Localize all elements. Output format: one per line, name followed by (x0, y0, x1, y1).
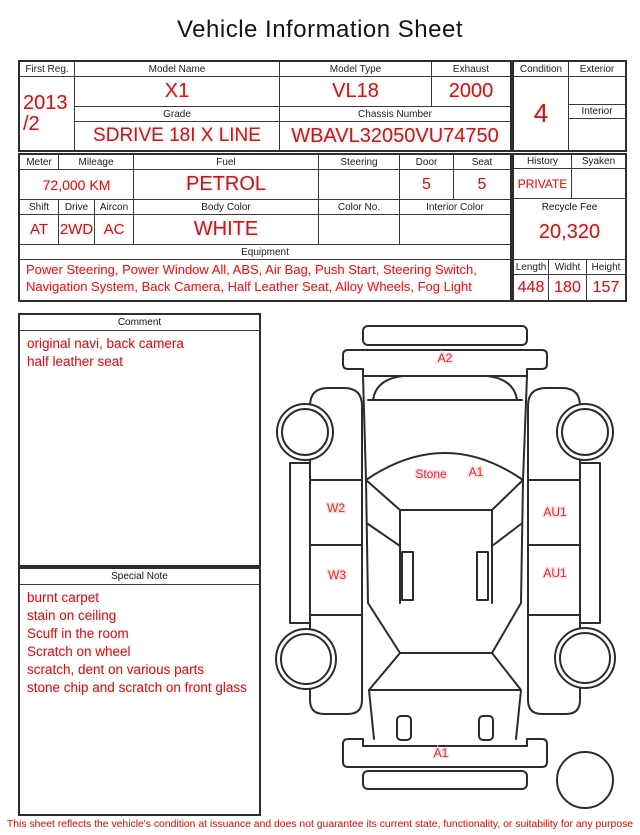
length-label: Length (514, 260, 549, 275)
first-reg-month: /2 (23, 112, 40, 135)
tail-light-left (397, 716, 411, 740)
front-right-wheel (557, 404, 613, 460)
drive-label: Drive (59, 200, 95, 215)
meter-label: Meter (20, 155, 59, 170)
seat-label: Seat (454, 155, 510, 170)
width-label: Widht (549, 260, 587, 275)
front-bumper-mark: A2 (437, 351, 453, 365)
recycle-fee-section (514, 199, 625, 260)
shift-value: AT (20, 215, 59, 245)
door-seam-left (368, 524, 400, 546)
model-type-value: VL18 (280, 77, 432, 107)
special-note-box (18, 567, 261, 816)
rear-deck-left (369, 690, 374, 739)
width-value: 180 (549, 275, 587, 300)
special-note-line: scratch, dent on various parts (27, 661, 205, 677)
height-label: Height (587, 260, 625, 275)
tail-light-right (479, 716, 493, 740)
steering-value (319, 170, 400, 200)
height-value: 157 (592, 278, 620, 296)
comment-line: original navi, back camera (27, 336, 184, 351)
model-name-label: Model Name (75, 62, 280, 77)
rear-left-wheel (276, 629, 336, 689)
condition-value: 4 (514, 77, 569, 150)
front-left-wheel (277, 404, 333, 460)
spare-tire (557, 752, 613, 808)
color-no-value (319, 215, 400, 245)
right-rear-panel-mark: AU1 (543, 566, 567, 580)
mileage-label: Mileage (59, 155, 134, 170)
special-note-label: Special Note (20, 569, 259, 585)
body-edge-left (363, 376, 400, 653)
exterior-value (569, 77, 625, 105)
vehicle-main-table (18, 60, 512, 152)
recycle-fee-label: Recycle Fee (541, 201, 598, 213)
condition-table (512, 60, 627, 152)
history-label: History (514, 155, 572, 169)
left-sill (290, 463, 310, 623)
fuel-label: Fuel (134, 155, 319, 170)
drive-value: 2WD (59, 215, 95, 245)
body-color-label: Body Color (134, 200, 319, 215)
mileage-value: 72,000 KM (20, 170, 134, 200)
windshield-note-mark: Stone (415, 467, 447, 481)
right-sill (580, 463, 600, 623)
door-label: Door (400, 155, 454, 170)
interior-label: Interior (569, 105, 625, 119)
model-type-label: Model Type (280, 62, 432, 77)
rear-right-wheel (555, 628, 615, 688)
fuel-value: PETROL (134, 170, 319, 200)
special-note-line: stone chip and scratch on front glass (27, 679, 247, 695)
comment-line: half leather seat (27, 353, 124, 369)
steering-label: Steering (319, 155, 400, 170)
special-note-line: Scuff in the room (27, 625, 129, 641)
history-fee-panel (512, 153, 627, 302)
right-rear-door-panel (528, 545, 580, 615)
special-note-line: Scratch on wheel (27, 643, 131, 659)
aircon-value: AC (95, 215, 134, 245)
left-rear-panel-mark: W3 (328, 568, 346, 582)
comment-box (18, 313, 261, 567)
history-value: PRIVATE (514, 169, 572, 199)
color-no-label: Color No. (319, 200, 400, 215)
condition-label: Condition (514, 62, 569, 77)
first-reg-label: First Reg. (20, 62, 75, 77)
chassis-number-label: Chassis Number (280, 107, 510, 122)
disclaimer-text: This sheet reflects the vehicle's condition at issuance and does not guarantee its current state, functionality, or suitability for any purpose (6, 819, 634, 830)
windshield-outline (366, 453, 523, 510)
front-trim-bar (363, 326, 527, 345)
right-front-panel-mark: AU1 (543, 505, 567, 519)
car-damage-diagram (270, 310, 640, 815)
rear-bumper-mark: A1 (433, 746, 449, 760)
aircon-label: Aircon (95, 200, 134, 215)
rear-deck-right (516, 690, 521, 739)
windshield-mark: A1 (468, 465, 484, 479)
pillar-right (477, 552, 488, 600)
special-note-line: burnt carpet (27, 590, 100, 605)
chassis-number-value: WBAVL32050VU74750 (291, 124, 499, 147)
model-name-value: X1 (75, 77, 280, 107)
length-value: 448 (514, 275, 549, 300)
hood-crease-left (373, 376, 403, 400)
comment-label: Comment (20, 315, 259, 331)
syaken-label: Syaken (572, 155, 625, 169)
recycle-fee-value: 20,320 (538, 221, 601, 243)
syaken-value (572, 169, 625, 199)
exterior-label: Exterior (569, 62, 625, 77)
left-front-panel-mark: W2 (327, 501, 345, 515)
page-title: Vehicle Information Sheet (176, 16, 463, 43)
rear-trim-bar (363, 771, 527, 789)
seat-value: 5 (454, 170, 510, 200)
special-note-content (20, 585, 259, 701)
shift-label: Shift (20, 200, 59, 215)
body-color-value: WHITE (134, 215, 319, 245)
grade-label: Grade (75, 107, 280, 122)
interior-value (569, 119, 625, 150)
door-seam-right (492, 524, 521, 546)
rear-window-outline (369, 653, 521, 690)
special-note-line: stain on ceiling (27, 607, 117, 623)
interior-color-value (400, 215, 510, 245)
comment-content (20, 331, 259, 375)
door-value: 5 (400, 170, 454, 200)
first-reg-year: 2013 (23, 92, 68, 115)
grade-value: SDRIVE 18I X LINE (75, 122, 280, 150)
interior-color-label: Interior Color (400, 200, 510, 215)
body-edge-right (492, 376, 527, 653)
equipment-label: Equipment (20, 245, 510, 260)
exhaust-value: 2000 (432, 77, 510, 107)
pillar-left (402, 552, 413, 600)
first-reg-value (20, 77, 75, 150)
exhaust-label: Exhaust (432, 62, 510, 77)
equipment-value: Power Steering, Power Window All, ABS, Air Bag, Push Start, Steering Switch, Navigation System, Back Camera, Half Leather Seat, Alloy Wheels, Fog Light (26, 262, 477, 294)
vehicle-spec-table (18, 153, 512, 302)
hood-crease-right (487, 376, 517, 400)
